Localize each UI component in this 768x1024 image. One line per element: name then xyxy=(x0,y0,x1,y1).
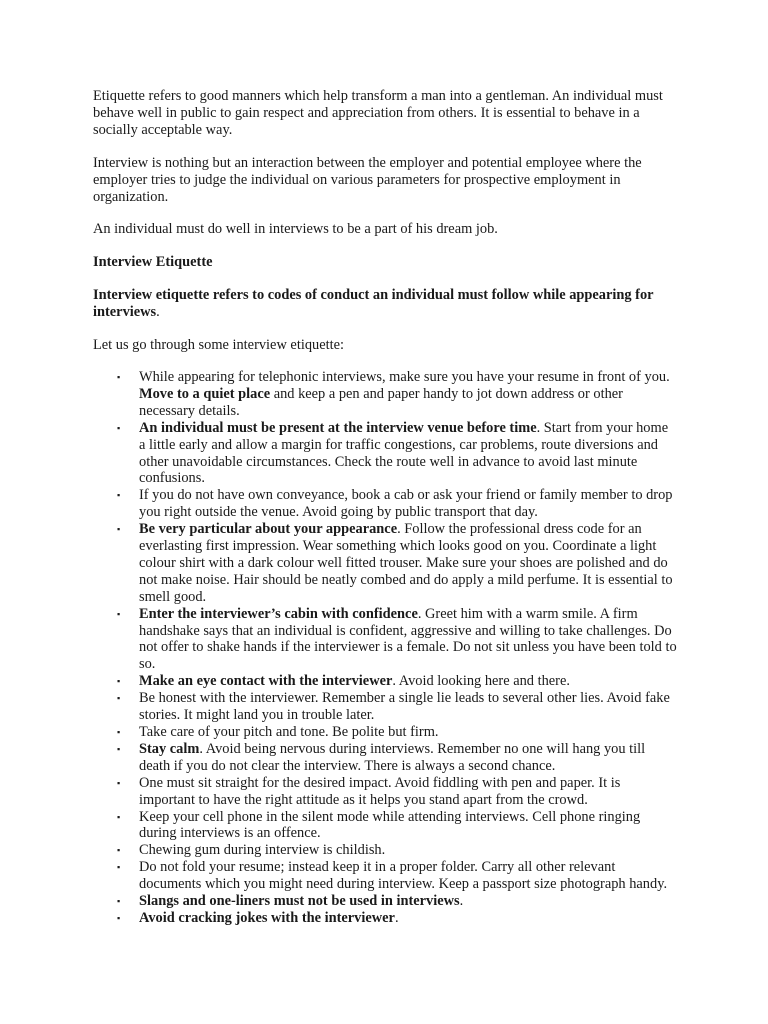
bullet-text: . xyxy=(459,893,464,910)
bullet-text: One must sit straight for the desired impact. Avoid fiddling with pen and paper. It is important to have the right attitude as it helps you stand apart from the crowd. xyxy=(139,774,621,808)
square-bullet-icon: ▪ xyxy=(117,727,121,737)
bullet-text: . xyxy=(394,909,399,926)
bullet-item xyxy=(93,741,678,775)
bullet-item xyxy=(93,893,678,910)
bullet-text: Do not fold your resume; instead keep it in a proper folder. Carry all other relevant documents which you might need during interview. Keep a passport size photograph handy. xyxy=(139,859,668,893)
paragraph-intro: Let us go through some interview etiquette: xyxy=(93,337,344,354)
definition-bold-text: Interview etiquette refers to codes of conduct an individual must follow while appearing for interviews xyxy=(93,287,654,321)
bullet-item xyxy=(93,724,678,741)
square-bullet-icon: ▪ xyxy=(117,845,121,856)
bullet-bold-text: An individual must be present at the interview venue before time xyxy=(139,419,537,436)
square-bullet-icon: ▪ xyxy=(117,422,121,433)
paragraph-interview-etiquette xyxy=(93,287,678,321)
bullet-bold-text: Stay calm xyxy=(139,740,200,757)
square-bullet-icon: ▪ xyxy=(117,862,121,873)
bullet-item xyxy=(93,487,678,521)
square-bullet-icon: ▪ xyxy=(117,811,121,822)
etiquette-bullet-list xyxy=(93,369,678,927)
bullet-item xyxy=(93,775,678,809)
bullet-text: . Start from your home a little early and allow a margin for traffic congestions, car problems, route diversions and other unavoidable circumstances. Check the route well in advance to avoid last minute confusions. xyxy=(139,419,669,487)
bullet-item xyxy=(93,369,678,420)
bullet-item xyxy=(93,606,678,674)
bullet-text: Keep your cell phone in the silent mode while attending interviews. Cell phone ringing during interviews is an offence. xyxy=(139,808,641,842)
square-bullet-icon: ▪ xyxy=(117,524,121,535)
square-bullet-icon: ▪ xyxy=(117,743,121,754)
bullet-bold-text: Make an eye contact with the interviewer xyxy=(139,673,393,690)
bullet-item xyxy=(93,690,678,724)
square-bullet-icon: ▪ xyxy=(117,896,121,907)
paragraph-dream-job: An individual must do well in interviews to be a part of his dream job. xyxy=(93,221,498,238)
bullet-text: . Avoid looking here and there. xyxy=(392,673,570,690)
square-bullet-icon: ▪ xyxy=(117,693,121,704)
square-bullet-icon: ▪ xyxy=(117,912,121,923)
bullet-text: Take care of your pitch and tone. Be polite but firm. xyxy=(139,724,439,740)
bullet-text: Be honest with the interviewer. Remember a single lie leads to several other lies. Avoid fake stories. It might land you in trouble later. xyxy=(139,690,670,724)
bullet-item xyxy=(93,809,678,843)
square-bullet-icon: ▪ xyxy=(117,490,121,501)
section-heading xyxy=(93,254,678,271)
bullet-text: Chewing gum during interview is childish. xyxy=(139,842,386,859)
bullet-text: If you do not have own conveyance, book a cab or ask your friend or family member to drop you right outside the venue. Avoid going by public transport that day. xyxy=(139,487,673,521)
bullet-item xyxy=(93,859,678,893)
square-bullet-icon: ▪ xyxy=(117,371,121,382)
definition-end: . xyxy=(156,304,160,321)
bullet-text: . Avoid being nervous during interviews. Remember no one will hang you till death if you do not clear the interview. There is always a second chance. xyxy=(139,740,646,774)
bullet-item xyxy=(93,842,678,859)
bullet-bold-text: Enter the interviewer’s cabin with confidence xyxy=(139,605,418,622)
bullet-bold-text: Slangs and one-liners must not be used in interviews xyxy=(139,893,460,910)
section-heading-text: Interview Etiquette xyxy=(93,254,213,271)
bullet-text: . Greet him with a warm smile. A firm handshake says that an individual is confident, aggressive and willing to take challenges. Do not offer to shake hands if the interviewer is a female. Do not sit unless you have been told to so. xyxy=(139,605,677,673)
square-bullet-icon: ▪ xyxy=(117,676,121,687)
bullet-bold-text: Move to a quiet place xyxy=(139,385,271,402)
square-bullet-icon: ▪ xyxy=(117,777,121,788)
bullet-bold-text: Avoid cracking jokes with the interviewer xyxy=(139,909,395,926)
bullet-item xyxy=(93,420,678,488)
bullet-text: . Follow the professional dress code for an everlasting first impression. Wear something which looks good on you. Coordinate a light colour shirt with a dark colour well fitted trouser. Make sure your shoes are polished and do not make noise. Hair should be neatly combed and do apply a mild perfume. It is essential to smell good. xyxy=(139,521,673,605)
paragraph-interview-definition: Interview is nothing but an interaction between the employer and potential employee where the employer tries to judge the individual on various parameters for prospective employment in organization. xyxy=(93,154,642,205)
bullet-item xyxy=(93,910,678,927)
square-bullet-icon: ▪ xyxy=(117,608,121,619)
paragraph-etiquette-definition: Etiquette refers to good manners which help transform a man into a gentleman. An individual must behave well in public to gain respect and appreciation from others. It is essential to behave in a socially acceptable way. xyxy=(93,88,663,138)
bullet-text: While appearing for telephonic interviews, make sure you have your resume in front of you. xyxy=(139,368,670,385)
bullet-bold-text: Be very particular about your appearance xyxy=(139,521,398,538)
bullet-item xyxy=(93,521,678,606)
bullet-item xyxy=(93,673,678,690)
bullet-text: and keep a pen and paper handy to jot down address or other necessary details. xyxy=(139,385,623,419)
